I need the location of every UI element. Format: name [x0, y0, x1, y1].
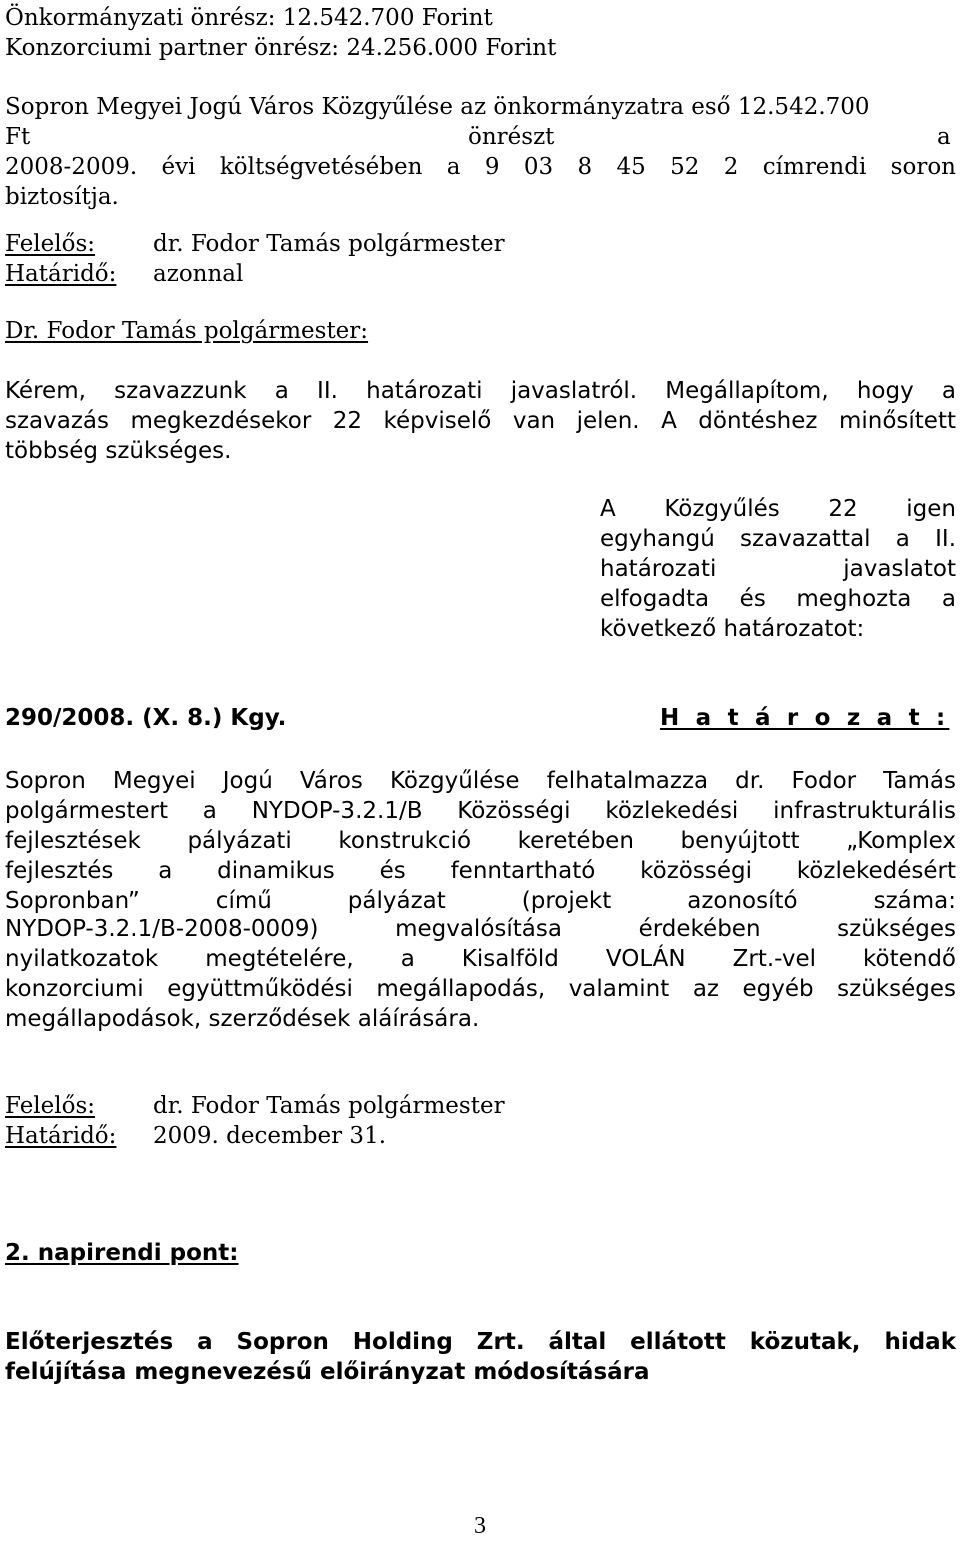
responsible-label: Felelős:: [5, 231, 96, 257]
speech-line: Kérem, szavazzunk a II. határozati javaslatról. Megállapítom, hogy a: [5, 378, 956, 404]
resolution-line: NYDOP-3.2.1/B-2008-0009) megvalósítása érdekében szükséges: [5, 916, 956, 942]
speech-line: többség szükséges.: [5, 438, 232, 464]
own-share-partner: Konzorciumi partner önrész: 24.256.000 Forint: [5, 35, 557, 61]
vote-result-line: A Közgyűlés 22 igen: [600, 496, 956, 522]
deadline-label: Határidő:: [5, 261, 117, 287]
resolution-line: megállapodások, szerződések aláírására.: [5, 1006, 480, 1032]
responsible-label: Felelős:: [5, 1093, 96, 1119]
resolution-line: Sopronban” című pályázat (projekt azonosító száma:: [5, 888, 956, 914]
resolution-line: konzorciumi együttműködési megállapodás, valamint az egyéb szükséges: [5, 976, 956, 1002]
intro-paragraph-word: a: [937, 124, 951, 150]
page-number: 3: [474, 1513, 486, 1539]
resolution-line: nyilatkozatok megtételére, a Kisalföld VOLÁN Zrt.-vel kötendő: [5, 946, 956, 972]
intro-paragraph-line: biztosítja.: [5, 184, 119, 210]
vote-result-line: egyhangú szavazattal a II.: [600, 526, 956, 552]
agenda-heading: 2. napirendi pont:: [5, 1240, 239, 1266]
responsible-value: dr. Fodor Tamás polgármester: [153, 231, 505, 257]
vote-result-line: következő határozatot:: [600, 616, 865, 642]
speaker-name: Dr. Fodor Tamás polgármester:: [5, 318, 369, 344]
agenda-title-line: felújítása megnevezésű előirányzat módosítására: [5, 1359, 650, 1385]
vote-result-line: határozati javaslatot: [600, 556, 956, 582]
intro-paragraph-line: Sopron Megyei Jogú Város Közgyűlése az önkormányzatra eső 12.542.700: [5, 94, 870, 120]
speech-line: szavazás megkezdésekor 22 képviselő van jelen. A döntéshez minősített: [5, 408, 956, 434]
resolution-line: fejlesztések pályázati konstrukció keretében benyújtott „Komplex: [5, 828, 956, 854]
vote-result-line: elfogadta és meghozta a: [600, 586, 956, 612]
intro-paragraph-word: Ft: [5, 124, 31, 150]
responsible-value: dr. Fodor Tamás polgármester: [153, 1093, 505, 1119]
agenda-title-line: Előterjesztés a Sopron Holding Zrt. által ellátott közutak, hidak: [5, 1329, 956, 1355]
intro-paragraph-word: önrészt: [468, 124, 555, 150]
deadline-row: [5, 259, 243, 289]
resolution-heading: H a t á r o z a t :: [660, 705, 950, 731]
own-share-municipal: Önkormányzati önrész: 12.542.700 Forint: [5, 5, 493, 31]
responsible-row: [5, 1091, 505, 1121]
resolution-number: 290/2008. (X. 8.) Kgy.: [5, 705, 287, 731]
resolution-line: fejlesztés a dinamikus és fenntartható közösségi közlekedésért: [5, 858, 956, 884]
intro-paragraph-line: 2008-2009. évi költségvetésében a 9 03 8 45 52 2 címrendi soron: [5, 154, 956, 180]
deadline-value: azonnal: [153, 261, 244, 287]
deadline-value: 2009. december 31.: [153, 1123, 387, 1149]
deadline-label: Határidő:: [5, 1123, 117, 1149]
responsible-row: [5, 229, 505, 259]
deadline-row: [5, 1121, 386, 1151]
resolution-line: polgármestert a NYDOP-3.2.1/B Közösségi közlekedési infrastrukturális: [5, 798, 956, 824]
resolution-line: Sopron Megyei Jogú Város Közgyűlése felhatalmazza dr. Fodor Tamás: [5, 768, 956, 794]
